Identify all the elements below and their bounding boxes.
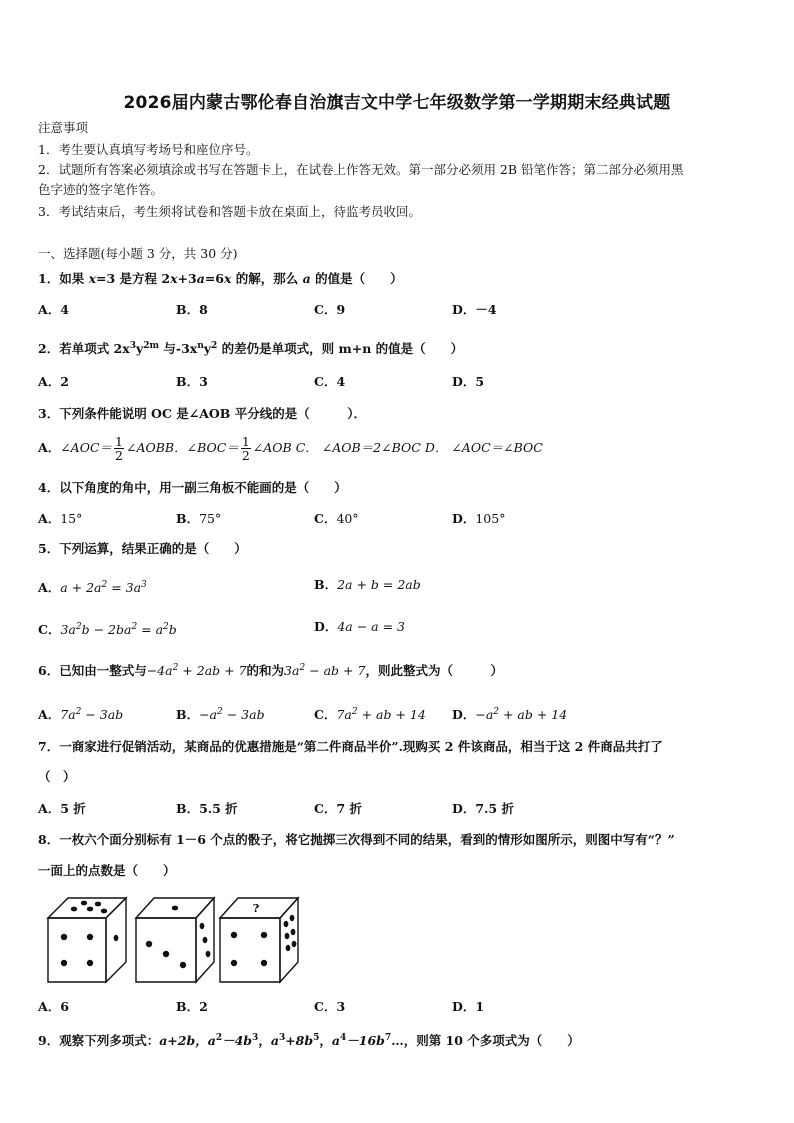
q9-sep: ， [319, 1033, 332, 1049]
q9-term: a+2b， [159, 1033, 208, 1049]
expr-part: 3a [60, 622, 76, 638]
q4-option-c [314, 510, 359, 528]
expr-part: −a [475, 707, 494, 723]
die-1-top-face [48, 898, 126, 918]
expr-exp: 2 [299, 663, 306, 673]
q4-option-a [38, 510, 82, 528]
option-value: 75° [199, 511, 222, 526]
q6-text: ，则此整式为（ ） [365, 663, 503, 679]
option-expr: 4a − a = 3 [337, 619, 405, 634]
q9-exp: 3 [278, 1033, 286, 1043]
q6-option-a [38, 703, 123, 724]
section-heading: 一、选择题(每小题 3 分，共 30 分) [38, 246, 238, 261]
option-label: B． [314, 577, 338, 592]
expr-part: 7a [60, 707, 76, 723]
expr-part: + ab + 14 [499, 707, 568, 723]
q8-option-b: B．2 [176, 999, 208, 1014]
q9-exp: 2 [215, 1033, 223, 1043]
q3-fraction-a [114, 435, 124, 462]
q5-option-c [38, 618, 177, 639]
q4-option-d [452, 510, 505, 528]
q1-text: =6 [204, 271, 224, 286]
question-8-cont: 一面上的点数是（ ） [38, 863, 176, 878]
q6-option-c [314, 703, 426, 724]
option-expr: 2a + b = 2ab [337, 577, 421, 592]
option-label: D． [314, 619, 338, 634]
expr-exp: 2 [217, 707, 223, 717]
q7-option-a: A．5 折 [38, 801, 86, 816]
q1-var: x [88, 271, 97, 286]
q9-term: a [207, 1033, 216, 1049]
option-label: C． [38, 622, 61, 638]
question-1 [38, 271, 403, 287]
expr-exp: 2 [163, 622, 169, 632]
q1-option-b: B．8 [176, 302, 208, 317]
option-label: A． [38, 580, 61, 596]
q5-option-b [314, 576, 421, 594]
q1-var: a [196, 271, 205, 286]
expr-exp: 2 [493, 707, 500, 717]
question-7-cont: （ ） [38, 769, 76, 784]
q1-text: 的解，那么 [231, 271, 303, 286]
option-label: D． [452, 707, 476, 723]
q9-term: a [270, 1033, 279, 1049]
q5-option-a [38, 576, 147, 597]
expr-exp: 2 [351, 707, 358, 717]
notice-heading: 注意事项 [38, 120, 89, 135]
q7-option-b: B．5.5 折 [176, 801, 238, 816]
option-expr [336, 707, 425, 722]
q1-option-c: C．9 [314, 302, 346, 317]
q8-option-d: D．1 [452, 999, 485, 1014]
q2-text: 2．若单项式 2x [38, 341, 130, 357]
expr-part: b − 2ba [81, 622, 132, 638]
q3-option-a: ∠AOC＝ [60, 440, 113, 455]
expr-part: 3a [284, 663, 300, 679]
option-expr [60, 580, 147, 595]
die-3-front-face [220, 918, 280, 982]
q9-exp: 7 [384, 1033, 392, 1043]
q9-exp: 3 [252, 1033, 259, 1043]
q3-option-b: ∠BOC＝ [186, 440, 239, 455]
q2-option-c: C．4 [314, 374, 346, 389]
option-value: 40° [336, 511, 359, 526]
q3-option-c: ∠AOB＝2∠BOC D． [321, 440, 448, 455]
expr-exp: 2 [75, 707, 82, 717]
option-label: B． [176, 707, 200, 723]
q6-text: 6．已知由一整式与 [38, 663, 147, 679]
option-expr [199, 707, 265, 722]
question-8: 8．一枚六个面分别标有 1－6 个点的骰子，将它抛掷三次得到不同的结果，看到的情形如图所示，则图中写有“？” [38, 832, 675, 847]
q6-expr-2 [284, 663, 365, 678]
q9-term: +8b [285, 1033, 314, 1049]
expr-part: = a [137, 622, 164, 638]
q3-options [38, 432, 543, 464]
q1-text: =3 是方程 2 [96, 271, 171, 286]
q2-option-a: A．2 [38, 374, 69, 389]
expr-part: − ab + 7 [305, 663, 366, 679]
expr-part: −a [199, 707, 218, 723]
option-label: C． [314, 511, 337, 526]
q1-var: x [170, 271, 178, 286]
q9-term: －4b [222, 1033, 253, 1049]
expr-exp: 3 [141, 580, 147, 590]
question-7: 7．一商家进行促销活动，某商品的优惠措施是“第二件商品半价”.现购买 2 件该商品，相当于这 2 件商品共打了 [38, 739, 663, 754]
option-value: 15° [60, 511, 83, 526]
q9-exp: 5 [313, 1033, 320, 1043]
q2-option-b: B．3 [176, 374, 208, 389]
question-6 [38, 660, 503, 679]
question-2 [38, 338, 463, 357]
expr-exp: 2 [172, 663, 179, 673]
page-title: 2026届内蒙古鄂伦春自治旗吉文中学七年级数学第一学期期末经典试题 [123, 93, 671, 113]
q3-fraction-b [241, 435, 251, 462]
q2-option-d: D．5 [452, 374, 485, 389]
q3-option-b-tail: ∠AOB C． [252, 440, 318, 455]
option-expr [60, 707, 123, 722]
question-5: 5．下列运算，结果正确的是（ ） [38, 541, 247, 556]
q9-text: …，则第 10 个多项式为（ ） [391, 1033, 580, 1049]
q6-option-b [176, 703, 265, 724]
q1-var: a [302, 271, 311, 286]
expr-part: − 3ab [222, 707, 265, 723]
die-3-side-face [280, 898, 298, 982]
die-3-question-mark: ? [252, 902, 260, 915]
option-expr [475, 707, 567, 722]
expr-part: − 3ab [81, 707, 124, 723]
q4-option-b [176, 510, 221, 528]
notice-item-3: 3．考试结束后，考生须将试卷和答题卡放在桌面上，待监考员收回。 [38, 204, 421, 219]
q9-text: 9．观察下列多项式： [38, 1033, 160, 1049]
notice-item-1: 1．考生要认真填写考场号和座位序号。 [38, 142, 259, 157]
q9-term: －16b [346, 1033, 385, 1049]
dice-figure [44, 890, 314, 986]
q9-exp: 4 [340, 1033, 347, 1043]
die-1-front-face [48, 918, 106, 982]
expr-part: b [168, 622, 177, 638]
question-9 [38, 1030, 580, 1049]
q7-option-c: C．7 折 [314, 801, 362, 816]
q3-option-a-tail: ∠AOBB． [125, 440, 187, 455]
notice-item-2: 2．试题所有答案必须填涂或书写在答题卡上，在试卷上作答无效。第一部分必须用 2B 铅笔作答；第二部分必须用黑 [38, 162, 684, 177]
q5-option-d [314, 618, 405, 636]
q1-text: 1．如果 [38, 271, 89, 286]
q2-exp: 2 [211, 341, 218, 351]
fraction-denominator: 2 [115, 448, 123, 463]
q2-text: y [135, 341, 144, 357]
q2-text: 的差仍是单项式，则 m+n 的值是（ ） [217, 341, 464, 357]
q2-exp: n [197, 341, 204, 351]
q1-var: x [224, 271, 232, 286]
q9-sep: ， [258, 1033, 271, 1049]
q6-text: 的和为 [246, 663, 285, 679]
expr-part: + 2ab + 7 [178, 663, 247, 679]
q1-text: 的值是（ ） [310, 271, 403, 286]
q3-option-a-label: A． [38, 440, 61, 455]
notice-item-2-cont: 色字迹的签字笔作答。 [38, 182, 164, 197]
q1-option-d: D．－4 [452, 302, 497, 317]
q2-text: y [203, 341, 212, 357]
fraction-numerator: 1 [115, 434, 123, 449]
q3-option-d: ∠AOC＝∠BOC [451, 440, 543, 455]
question-4: 4．以下角度的角中，用一副三角板不能画的是（ ） [38, 480, 347, 495]
expr-exp: 2 [75, 622, 82, 632]
q6-option-d [452, 703, 567, 724]
option-expr [60, 622, 176, 637]
expr-part: 7a [336, 707, 352, 723]
expr-part: a + 2a [60, 580, 102, 596]
expr-part: −4a [146, 663, 173, 679]
expr-part: + ab + 14 [357, 707, 426, 723]
question-3: 3．下列条件能说明 OC 是∠AOB 平分线的是（ ）． [38, 406, 366, 421]
q6-expr-1 [147, 663, 247, 678]
fraction-denominator: 2 [241, 448, 250, 463]
expr-exp: 2 [131, 622, 138, 632]
q2-text: 与-3x [159, 341, 198, 357]
q8-option-c: C．3 [314, 999, 346, 1014]
q9-term: a [331, 1033, 341, 1049]
option-label: D． [452, 511, 476, 526]
q2-exp: 3 [129, 341, 136, 351]
q8-option-a: A．6 [38, 999, 69, 1014]
q2-exp: 2m [143, 341, 160, 351]
q1-option-a: A．4 [38, 302, 69, 317]
q7-option-d: D．7.5 折 [452, 801, 514, 816]
option-value: 105° [475, 511, 506, 526]
option-label: B． [176, 511, 200, 526]
option-label: A． [38, 511, 61, 526]
option-label: C． [314, 707, 337, 723]
expr-exp: 2 [101, 580, 108, 590]
q1-text: +3 [177, 271, 197, 286]
option-label: A． [38, 707, 61, 723]
fraction-numerator: 1 [241, 434, 250, 449]
die-2-front-face [136, 918, 196, 982]
expr-part: = 3a [107, 580, 142, 596]
